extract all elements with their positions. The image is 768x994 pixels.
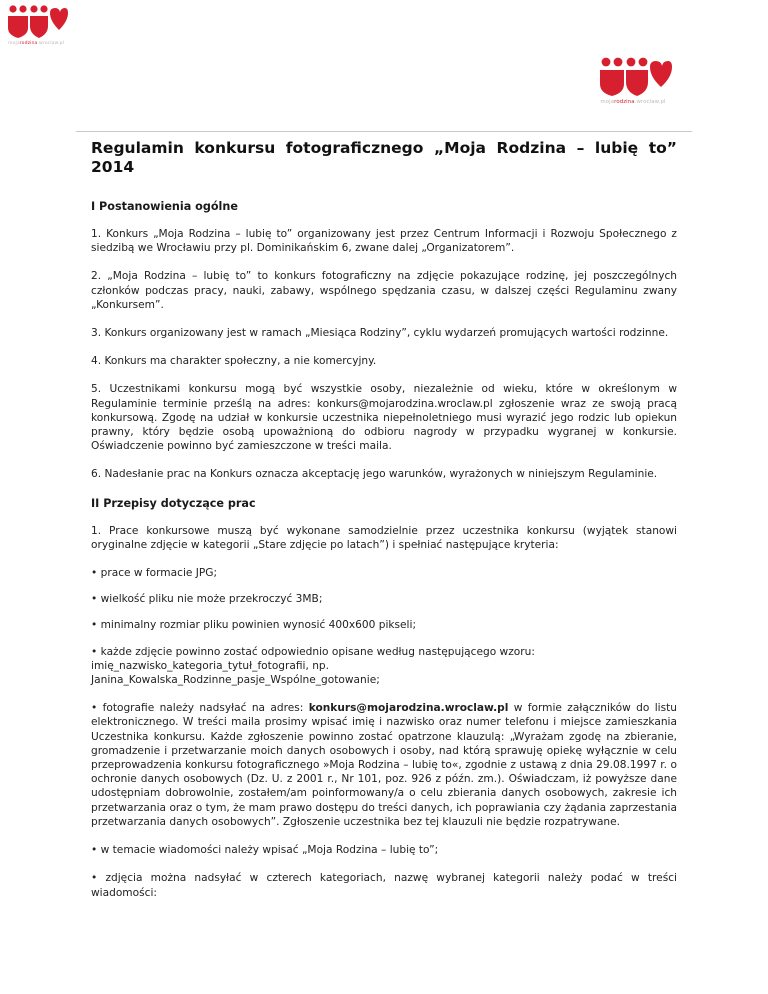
paragraph: 2. „Moja Rodzina – lubię to” to konkurs fotograficzny na zdjęcie pokazujące rodzinę, jej poszczególnych członków podczas pracy, nauki, zabawy, wspólnego spędzania czasu, w dalszej części Regulaminu zwany „Konkursem”. [91, 270, 677, 311]
bullet-item: • w temacie wiadomości należy wpisać „Moja Rodzina – lubię to”; [91, 844, 439, 857]
bullet-line: • każde zdjęcie powinno zostać odpowiednio opisane według następującego wzoru: [91, 645, 535, 658]
logo-caption: mojarodzina.wroclaw.pl [8, 41, 64, 46]
paragraph: 6. Nadesłanie prac na Konkurs oznacza akceptację jego warunków, wyrażonych w niniejszym Regulaminie. [91, 468, 658, 481]
email-link[interactable]: konkurs@mojarodzina.wroclaw.pl [308, 702, 509, 715]
bullet-item: • minimalny rozmiar pliku powinien wynosić 400x600 pikseli; [91, 619, 417, 632]
bullet-prefix: • fotografie należy nadsyłać na adres: [91, 702, 309, 715]
site-logo-large [594, 56, 672, 105]
bullet-item: • zdjęcia można nadsyłać w czterech kategoriach, nazwę wybranej kategorii należy podać w treści wiadomości: [91, 872, 677, 899]
bullet-item [91, 645, 677, 688]
paragraph: 1. Prace konkursowe muszą być wykonane samodzielnie przez uczestnika konkursu (wyjątek stanowi oryginalne zdjęcie w kategorii „Stare zdjęcie po latach”) i spełniać następujące kryteria: [91, 524, 677, 551]
bullet-item [91, 701, 677, 829]
paragraph: 5. Uczestnikami konkursu mogą być wszystkie osoby, niezależnie od wieku, które w określonym w Regulaminie terminie prześlą na adres: konkurs@mojarodzina.wroclaw.pl zgłoszenie wraz ze swoją pracą konkursową. Zgodę na udział w konkursie uczestnika niepełnoletniego musi wyrazić jego rodzic lub opiekun prawny, który będzie osobą upoważnioną do odbioru nagrody w przypadku wygranej w konkursie. Oświadczenie powinno być zamieszczone w treści maila. [91, 383, 677, 453]
site-logo-small [4, 4, 68, 46]
logo-caption: mojarodzina.wroclaw.pl [600, 99, 666, 105]
section-heading: II Przepisy dotyczące prac [91, 496, 256, 510]
header-divider [76, 131, 692, 132]
bullet-item: • wielkość pliku nie może przekroczyć 3MB; [91, 593, 323, 606]
document-body [91, 139, 677, 914]
paragraph: 1. Konkurs „Moja Rodzina – lubię to” organizowany jest przez Centrum Informacji i Rozwoju Społecznego z siedzibą we Wrocławiu przy pl. Dominikańskim 6, zwane dalej „Organizatorem”. [91, 228, 677, 255]
logo-graphic-icon [4, 4, 68, 40]
paragraph: 3. Konkurs organizowany jest w ramach „Miesiąca Rodziny”, cyklu wydarzeń promujących wartości rodzinne. [91, 327, 669, 340]
document-title: Regulamin konkursu fotograficznego „Moja Rodzina – lubię to” 2014 [91, 139, 677, 176]
paragraph: 4. Konkurs ma charakter społeczny, a nie komercyjny. [91, 355, 377, 368]
section-heading: I Postanowienia ogólne [91, 200, 238, 213]
bullet-text: w formie załączników do listu elektronicznego. W treści maila prosimy wpisać imię i nazwisko oraz numer telefonu i miejsce zamieszkania Uczestnika konkursu. Każde zgłoszenie powinno zostać opatrzone klauzulą: „Wyrażam zgodę na zbieranie, gromadzenie i przetwarzanie moich danych osobowych i osoby, nad którą sprawuję opiekę wyłącznie w celu przeprowadzenia konkursu fotograficznego »Moja Rodzina – lubię to«, zgodnie z ustawą z dnia 29.08.1997 r. o ochronie danych osobowych (Dz. U. z 2001 r., Nr 101, poz. 926 z późn. zm.). Oświadczam, iż powyższe dane udostępniam dobrowolnie, zostałem/am poinformowany/a o celu zbierania danych osobowych, zakresie ich przetwarzania oraz o tym, że mam prawo dostępu do treści danych, ich poprawiania czy żądania zaprzestania przetwarzania danych osobowych”. Zgłoszenie uczestnika bez tej klauzuli nie będzie rozpatrywane. [91, 702, 677, 828]
bullet-line: Janina_Kowalska_Rodzinne_pasje_Wspólne_gotowanie; [91, 674, 380, 687]
bullet-item: • prace w formacie JPG; [91, 567, 218, 580]
bullet-line: imię_nazwisko_kategoria_tytuł_fotografii, np. [91, 659, 330, 672]
logo-graphic-icon [594, 56, 672, 98]
